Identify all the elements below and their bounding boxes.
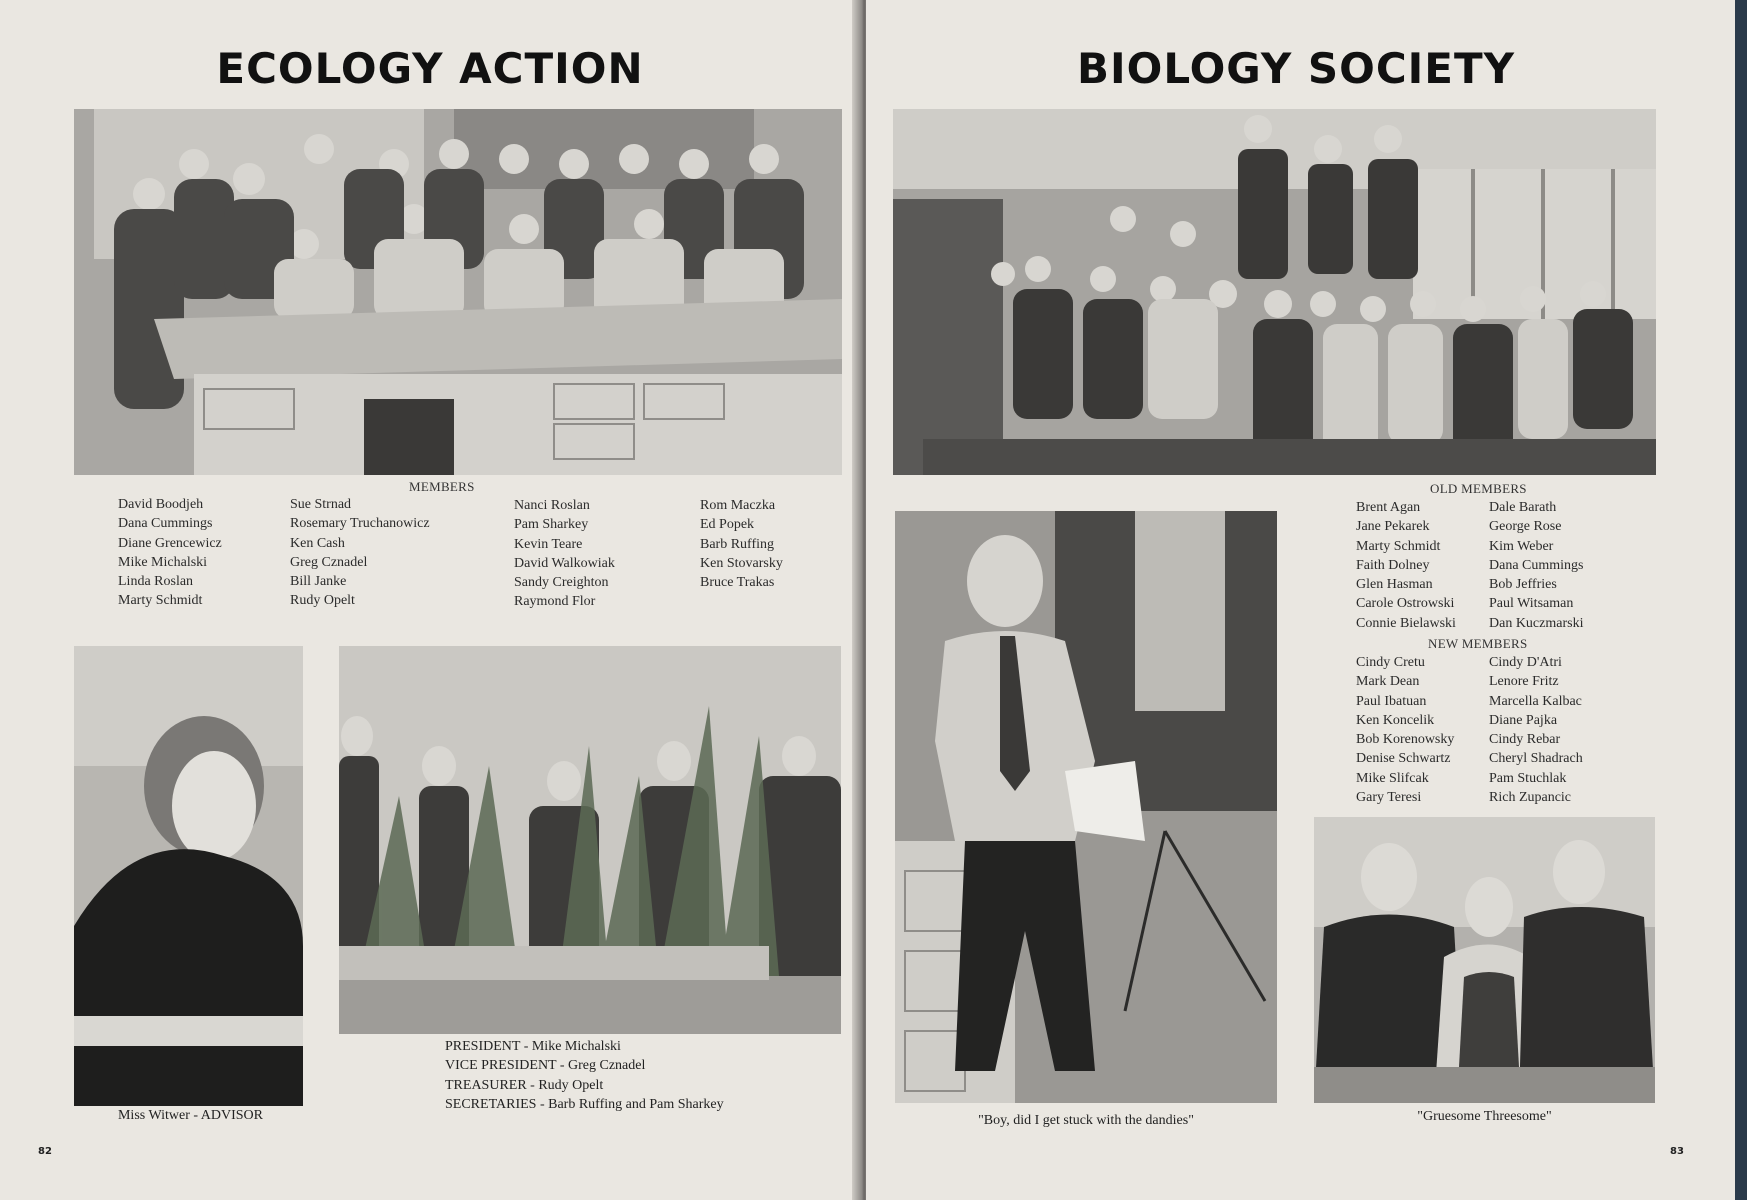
new-members-heading: NEW MEMBERS	[1428, 636, 1528, 651]
member-name: Jane Pekarek	[1356, 519, 1430, 535]
member-name: Carole Ostrowski	[1356, 596, 1455, 612]
page-number-right: 83	[1670, 1146, 1684, 1157]
member-name: Brent Agan	[1356, 500, 1421, 515]
member-name: Raymond Flor	[514, 594, 596, 610]
book-cover-edge	[1735, 0, 1747, 1200]
ecology-group-photo-art	[74, 109, 842, 475]
member-name: Greg Cznadel	[290, 554, 368, 570]
member-name: Linda Roslan	[118, 574, 194, 590]
member-name: Marty Schmidt	[118, 593, 203, 609]
member-name: Cheryl Shadrach	[1489, 751, 1583, 767]
member-name: Ken Stovarsky	[700, 555, 783, 571]
member-name: Ken Koncelik	[1356, 712, 1435, 728]
member-name: Dan Kuczmarski	[1489, 615, 1584, 631]
teacher-photo	[895, 511, 1277, 1103]
member-name: Denise Schwartz	[1356, 751, 1451, 767]
right-page	[866, 0, 1735, 1200]
right-page-title: BIOLOGY SOCIETY	[1076, 44, 1516, 93]
member-name: Cindy D'Atri	[1489, 655, 1562, 670]
member-name: Marcella Kalbac	[1489, 693, 1582, 709]
member-name: Bob Korenowsky	[1356, 732, 1455, 748]
member-name: Dana Cummings	[118, 516, 213, 532]
biology-group-photo-art	[893, 109, 1656, 475]
member-name: Rich Zupancic	[1489, 790, 1572, 806]
members-column-1	[118, 495, 222, 611]
member-name: Lenore Fritz	[1489, 674, 1559, 690]
member-name: Paul Ibatuan	[1356, 693, 1427, 709]
new-members-column-1	[1356, 653, 1454, 807]
member-name: Cindy Rebar	[1489, 732, 1561, 748]
old-members-column-1	[1356, 498, 1456, 633]
advisor-photo-art	[74, 646, 303, 1106]
members-column-4	[700, 496, 783, 592]
member-name: Faith Dolney	[1356, 557, 1430, 573]
members-column-2	[290, 495, 430, 611]
member-name: Diane Pajka	[1489, 712, 1558, 728]
old-members-heading: OLD MEMBERS	[1430, 481, 1527, 496]
member-name: Mike Michalski	[118, 554, 208, 570]
member-name: Mike Slifcak	[1356, 770, 1429, 786]
officers-list	[445, 1037, 724, 1114]
member-name: Ed Popek	[700, 517, 755, 533]
member-name: Rosemary Truchanowicz	[290, 516, 430, 532]
member-name: Mark Dean	[1356, 674, 1420, 690]
member-name: Sue Strnad	[290, 497, 352, 512]
member-name: Bob Jeffries	[1489, 577, 1557, 593]
member-name: Bruce Trakas	[700, 575, 775, 591]
member-name: David Walkowiak	[514, 555, 615, 571]
member-name: Pam Stuchlak	[1489, 770, 1567, 786]
advisor-photo	[74, 646, 303, 1106]
teacher-caption: "Boy, did I get stuck with the dandies"	[978, 1113, 1194, 1128]
trio-photo-art	[1314, 817, 1655, 1103]
member-name: Rudy Opelt	[290, 593, 355, 609]
member-name: Kim Weber	[1489, 538, 1554, 554]
member-name: Bill Janke	[290, 574, 347, 590]
member-name: Gary Teresi	[1356, 790, 1422, 806]
officer-treasurer: TREASURER - Rudy Opelt	[445, 1077, 604, 1093]
member-name: Sandy Creighton	[514, 575, 609, 591]
member-name: David Boodjeh	[118, 497, 204, 512]
ecology-group-photo	[74, 109, 842, 475]
teacher-photo-art	[895, 511, 1277, 1103]
member-name: Connie Bielawski	[1356, 615, 1456, 631]
member-name: Dana Cummings	[1489, 557, 1584, 573]
officers-photo	[339, 646, 841, 1034]
officer-president: PRESIDENT - Mike Michalski	[445, 1039, 621, 1054]
member-name: George Rose	[1489, 519, 1562, 535]
left-page-title: ECOLOGY ACTION	[216, 44, 644, 93]
member-name: Marty Schmidt	[1356, 538, 1441, 554]
member-name: Diane Grencewicz	[118, 535, 222, 551]
member-name: Nanci Roslan	[514, 498, 590, 513]
advisor-caption: Miss Witwer - ADVISOR	[117, 1108, 264, 1123]
member-name: Barb Ruffing	[700, 536, 775, 552]
member-name: Glen Hasman	[1356, 577, 1433, 593]
member-name: Kevin Teare	[514, 536, 583, 552]
trio-photo	[1314, 817, 1655, 1103]
trio-caption: "Gruesome Threesome"	[1417, 1109, 1552, 1124]
member-name: Rom Maczka	[700, 498, 776, 513]
member-name: Cindy Cretu	[1356, 655, 1425, 670]
new-members-column-2	[1489, 653, 1583, 807]
members-heading: MEMBERS	[409, 479, 475, 494]
officers-photo-art	[339, 646, 841, 1034]
member-name: Paul Witsaman	[1489, 596, 1574, 612]
officer-vice-president: VICE PRESIDENT - Greg Cznadel	[445, 1058, 646, 1074]
page-number-left: 82	[38, 1146, 52, 1157]
member-name: Ken Cash	[290, 535, 345, 551]
old-members-column-2	[1489, 498, 1584, 633]
biology-group-photo	[893, 109, 1656, 475]
member-name: Pam Sharkey	[514, 517, 589, 533]
member-name: Dale Barath	[1489, 500, 1557, 515]
officer-secretaries: SECRETARIES - Barb Ruffing and Pam Sharkey	[445, 1096, 724, 1112]
left-page	[0, 0, 860, 1200]
members-column-3	[514, 496, 615, 612]
